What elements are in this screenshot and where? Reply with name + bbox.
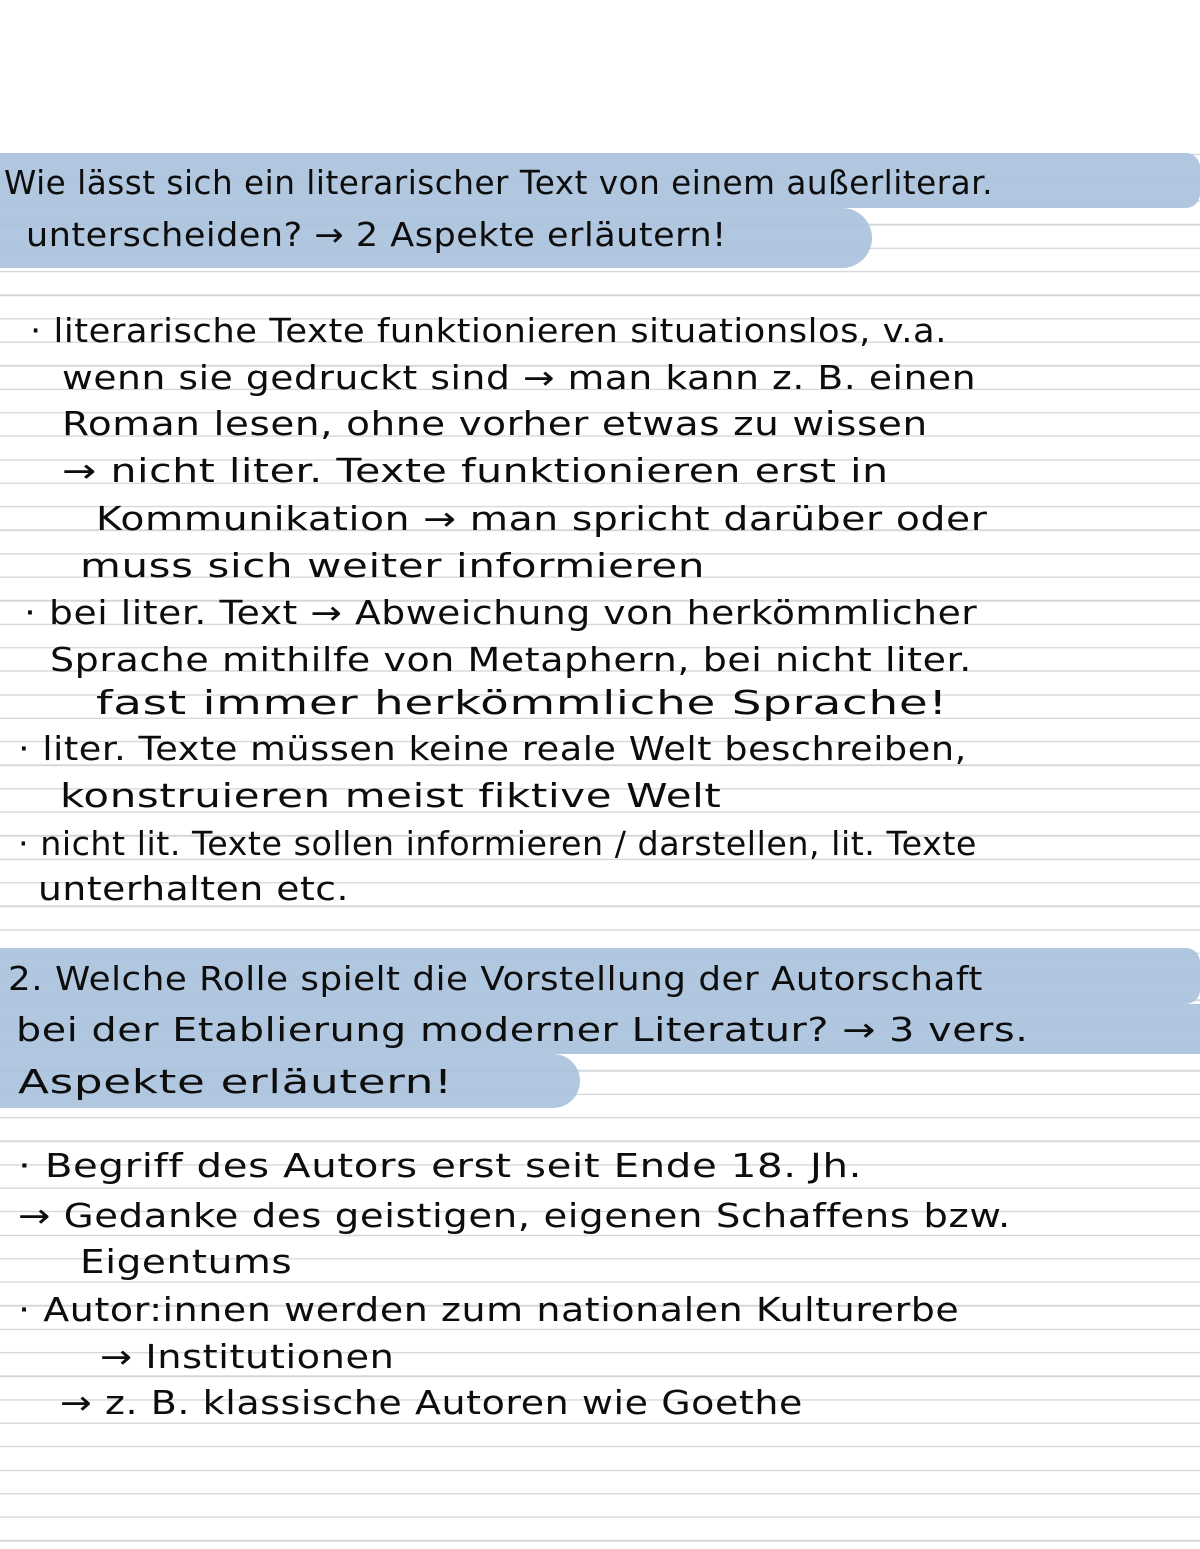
answer-2-line-3: Eigentums xyxy=(80,1242,293,1281)
answer-1-line-6: muss sich weiter informieren xyxy=(80,546,706,585)
answer-2-line-4: · Autor:innen werden zum nationalen Kulturerbe xyxy=(18,1290,960,1329)
answer-1-line-2: wenn sie gedruckt sind → man kann z. B. einen xyxy=(62,358,977,397)
answer-1-line-9: fast immer herkömmliche Sprache! xyxy=(96,683,948,722)
answer-1-line-10: · liter. Texte müssen keine reale Welt beschreiben, xyxy=(18,729,967,768)
page-top-margin xyxy=(0,0,1200,150)
question-1-line-1: Wie lässt sich ein literarischer Text von einem außerliterar. xyxy=(4,163,993,202)
question-2-line-2: bei der Etablierung moderner Literatur? → 3 vers. xyxy=(16,1010,1029,1049)
answer-1-line-5: Kommunikation → man spricht darüber oder xyxy=(96,499,988,538)
question-1-line-2: unterscheiden? → 2 Aspekte erläutern! xyxy=(26,215,727,254)
answer-1-line-3: Roman lesen, ohne vorher etwas zu wissen xyxy=(62,404,928,443)
answer-2-line-5: → Institutionen xyxy=(100,1337,395,1376)
answer-2-line-6: → z. B. klassische Autoren wie Goethe xyxy=(60,1383,803,1422)
answer-1-line-4: → nicht liter. Texte funktionieren erst in xyxy=(62,451,889,490)
answer-1-line-13: unterhalten etc. xyxy=(38,869,350,908)
answer-1-line-11: konstruieren meist fiktive Welt xyxy=(60,776,722,815)
question-2-line-3: Aspekte erläutern! xyxy=(18,1062,453,1101)
answer-1-line-12: · nicht lit. Texte sollen informieren / darstellen, lit. Texte xyxy=(18,824,977,863)
question-2-line-1: 2. Welche Rolle spielt die Vorstellung der Autorschaft xyxy=(8,959,983,998)
answer-1-line-1: · literarische Texte funktionieren situationslos, v.a. xyxy=(30,311,947,350)
answer-2-line-1: · Begriff des Autors erst seit Ende 18. Jh. xyxy=(18,1146,863,1185)
answer-1-line-8: Sprache mithilfe von Metaphern, bei nicht liter. xyxy=(50,640,972,679)
answer-2-line-2: → Gedanke des geistigen, eigenen Schaffens bzw. xyxy=(18,1196,1011,1235)
answer-1-line-7: · bei liter. Text → Abweichung von herkömmlicher xyxy=(24,593,978,632)
